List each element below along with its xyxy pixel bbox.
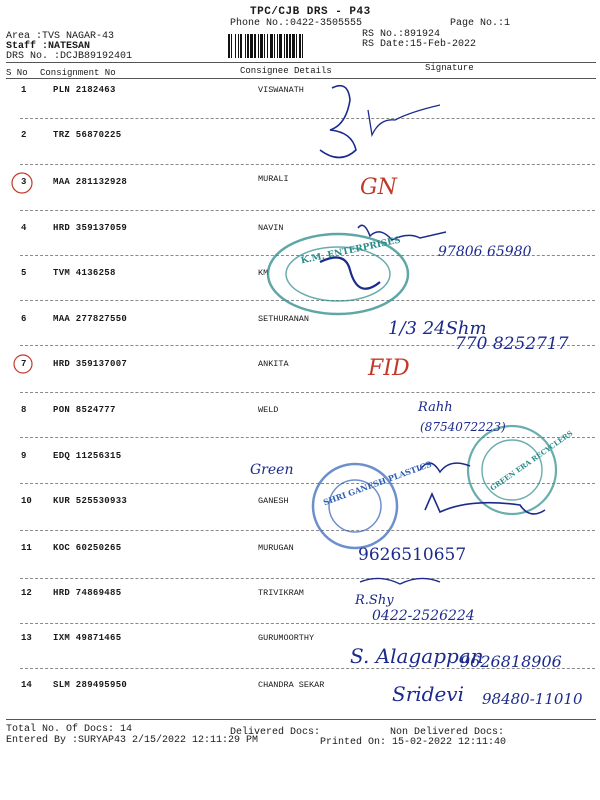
row-consignment: EDQ 11256315: [53, 451, 122, 461]
total-docs: Total No. Of Docs: 14: [6, 724, 133, 735]
row-sno: 5: [21, 268, 27, 278]
row-consignment: IXM 49871465: [53, 633, 122, 643]
handwriting-row13-phone: 9626818906: [460, 652, 562, 671]
row-consignment: TRZ 56870225: [53, 130, 122, 140]
handwriting-row3: GN: [360, 175, 397, 200]
signature-scribble-row11: [360, 578, 440, 584]
column-header-signature: Signature: [425, 63, 474, 73]
row-consignment: SLM 289495950: [53, 680, 128, 690]
handwriting-row9-word: Green: [250, 462, 294, 478]
stamp3-text: GREEN ERA RECYCLERS: [488, 428, 575, 493]
column-header-sno: S No: [6, 68, 28, 78]
handwriting-row7: FID: [368, 356, 410, 381]
row-consignment: TVM 4136258: [53, 268, 116, 278]
row-consignment: MAA 277827550: [53, 314, 128, 324]
row-sno: 2: [21, 130, 27, 140]
row-sno: 7: [21, 359, 27, 369]
row-sno: 13: [21, 633, 32, 643]
row-consignee: SETHURANAN: [258, 314, 310, 324]
handwriting-row14-phone: 98480-11010: [482, 690, 583, 708]
row-consignee: MURALI: [258, 174, 289, 184]
sheet-title: TPC/CJB DRS - P43: [250, 6, 371, 18]
column-header-consignment: Consignment No: [40, 68, 116, 78]
row-sno: 10: [21, 496, 32, 506]
row-consignment: KOC 60250265: [53, 543, 122, 553]
rs-date: RS Date:15-Feb-2022: [362, 39, 477, 50]
column-header-details: Consignee Details: [240, 66, 332, 76]
delivered-docs: Delivered Docs:: [230, 727, 321, 738]
stamp2-text: SHRI GANESH PLASTICS: [321, 458, 433, 508]
row-consignment: PLN 2182463: [53, 85, 116, 95]
handwriting-row12-name: R.Shy: [355, 593, 394, 608]
staff-label: Staff :NATESAN: [6, 41, 91, 52]
row-sno: 9: [21, 451, 27, 461]
row-consignment: HRD 359137059: [53, 223, 128, 233]
row-sno: 6: [21, 314, 27, 324]
row-sno: 8: [21, 405, 27, 415]
handwriting-row4-phone: 97806 65980: [438, 244, 532, 260]
row-sno: 4: [21, 223, 27, 233]
handwriting-row13-sign: S. Alagappan: [350, 644, 484, 668]
handwriting-row8-name: Rahh: [418, 400, 453, 415]
drs-number: DRS No. :DCJB89192401: [6, 51, 133, 62]
row-sno: 11: [21, 543, 32, 553]
handwriting-row14-sign: Sridevi: [392, 682, 464, 706]
row-consignment: KUR 525530933: [53, 496, 128, 506]
row-consignment: MAA 281132928: [53, 177, 128, 187]
row-consignee: WELD: [258, 405, 279, 415]
row-consignee: TRIVIKRAM: [258, 588, 304, 598]
row-consignment: HRD 359137007: [53, 359, 128, 369]
handwriting-row11-phone: 9626510657: [358, 545, 467, 565]
row-consignee: MURUGAN: [258, 543, 294, 553]
signature-scribble-row1: [320, 86, 356, 158]
row-consignee: GANESH: [258, 496, 289, 506]
row-sno: 1: [21, 85, 27, 95]
printed-on: Printed On: 15-02-2022 12:11:40: [320, 737, 507, 748]
row-sno: 14: [21, 680, 32, 690]
row-consignee: ANKITA: [258, 359, 289, 369]
area-label: Area :TVS NAGAR-43: [6, 31, 115, 42]
red-circle-row3: [12, 173, 32, 193]
handwriting-row8-phone: (8754072223): [420, 420, 506, 434]
row-consignment: PON 8524777: [53, 405, 116, 415]
row-sno: 3: [21, 177, 27, 187]
stamp1-text: K.M. ENTERPRISES: [300, 235, 402, 267]
row-consignee: VISWANATH: [258, 85, 304, 95]
row-consignee: GURUMOORTHY: [258, 633, 315, 643]
page-number: Page No.:1: [450, 18, 511, 29]
phone-number: Phone No.:0422-3505555: [230, 18, 363, 29]
handwriting-row6-note: 1/3 24Shm: [388, 318, 487, 339]
entered-by: Entered By :SURYAP43 2/15/2022 12:11:29 PM: [6, 735, 259, 746]
row-consignee: NAVIN: [258, 223, 284, 233]
handwriting-row12-phone: 0422-2526224: [372, 608, 475, 624]
signature-scribble-row2: [368, 105, 440, 135]
row-consignee: CHANDRA SEKAR: [258, 680, 325, 690]
red-circle-row7: [14, 355, 32, 373]
row-sno: 12: [21, 588, 32, 598]
row-consignment: HRD 74869485: [53, 588, 122, 598]
handwriting-row6-phone: 770 8252717: [455, 334, 569, 354]
rs-number: RS No.:891924: [362, 29, 441, 40]
row-consignee: KM: [258, 268, 269, 278]
non-delivered-docs: Non Delivered Docs:: [390, 727, 505, 738]
